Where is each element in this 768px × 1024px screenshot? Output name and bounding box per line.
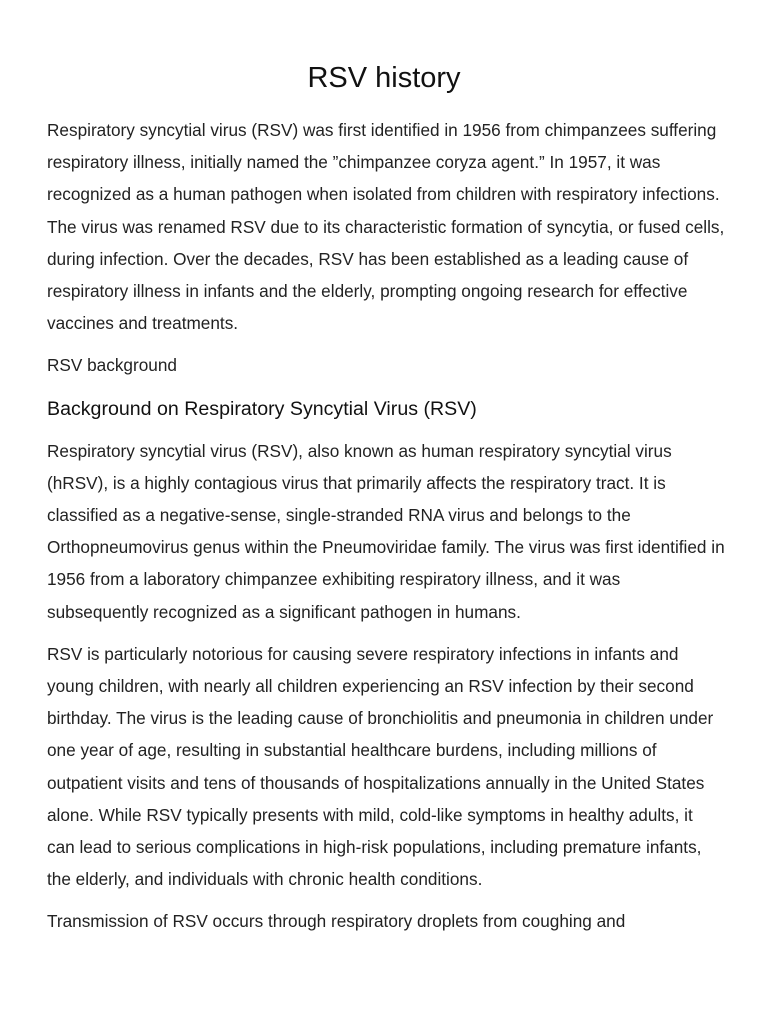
body-paragraph-1: Respiratory syncytial virus (RSV), also known as human respiratory syncytial virus (hRSV), is a highly contagious virus that primarily affects the respiratory tract. It is classified as a negative-sense, single-stranded RNA virus and belongs to the Orthopneumovirus genus within the Pneumoviridae family. The virus was first identified in 1956 from a laboratory chimpanzee exhibiting respiratory illness, and it was subsequently recognized as a significant pathogen in humans. [47, 440, 725, 622]
section-heading: Background on Respiratory Syncytial Virus (RSV) [47, 397, 477, 420]
page-title: RSV history [307, 62, 461, 94]
document-body [47, 114, 725, 948]
body-paragraph-2: RSV is particularly notorious for causing severe respiratory infections in infants and young children, with nearly all children experiencing an RSV infection by their second birthday. The virus is the leading cause of bronchiolitis and pneumonia in children under one year of age, resulting in substantial healthcare burdens, including millions of outpatient visits and tens of thousands of hospitalizations annually in the United States alone. While RSV typically presents with mild, cold-like symptoms in healthy adults, it can lead to serious complications in high-risk populations, including premature infants, the elderly, and individuals with chronic health conditions. [47, 643, 714, 890]
section-label: RSV background [47, 355, 177, 376]
intro-paragraph: Respiratory syncytial virus (RSV) was first identified in 1956 from chimpanzees suffering respiratory illness, initially named the ”chimpanzee coryza agent.” In 1957, it was recognized as a human pathogen when isolated from children with respiratory infections. The virus was renamed RSV due to its characteristic formation of syncytia, or fused cells, during infection. Over the decades, RSV has been established as a leading cause of respiratory illness in infants and the elderly, prompting ongoing research for effective vaccines and treatments. [47, 120, 725, 334]
body-paragraph-3: Transmission of RSV occurs through respiratory droplets from coughing and [47, 911, 626, 932]
